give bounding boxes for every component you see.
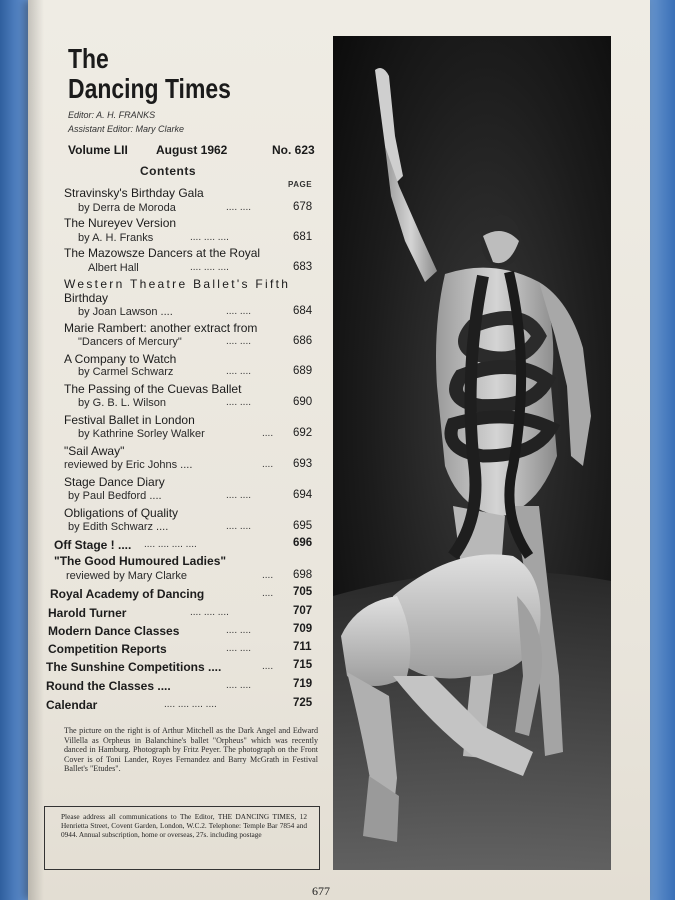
toc-page: 705 <box>293 586 313 598</box>
toc-page: 715 <box>293 659 313 671</box>
toc-page: 725 <box>293 697 313 709</box>
toc-leader: .... <box>262 459 274 470</box>
toc-page: 683 <box>293 261 313 273</box>
toc-title: A Company to Watch <box>64 352 177 366</box>
toc-leader: .... .... <box>226 521 252 532</box>
toc-leader: .... .... <box>226 625 252 636</box>
toc-title: Off Stage ! .... <box>54 538 132 552</box>
toc-title: Marie Rambert: another extract from <box>64 321 258 335</box>
toc-title: Competition Reports <box>48 642 167 656</box>
toc-leader: .... <box>262 570 274 581</box>
toc-title: Round the Classes .... <box>46 679 171 693</box>
toc-page: 692 <box>293 427 313 439</box>
ballet-photograph-drawing <box>333 36 611 870</box>
toc-leader: .... <box>262 661 274 672</box>
assistant-editor-credit: Assistant Editor: Mary Clarke <box>68 124 185 134</box>
toc-title: Obligations of Quality <box>64 506 179 520</box>
page-fold-shadow <box>28 0 44 900</box>
editorial-address: Please address all communications to The Editor, THE DANCING TIMES, 12 Henrietta Street, Covent Garden, London, W.C.2. Telephone: Temple Bar 7854 and 0944. Annual subscription, home or overseas, 27s. including postage <box>61 812 307 839</box>
toc-leader: .... .... .... <box>190 232 229 243</box>
toc-title: Harold Turner <box>48 606 127 620</box>
toc-author: reviewed by Mary Clarke <box>66 570 188 582</box>
masthead-line-2: Dancing Times <box>68 73 231 104</box>
toc-author: by Joan Lawson .... <box>78 306 173 318</box>
toc-leader: .... .... <box>226 680 252 691</box>
toc-title: The Sunshine Competitions .... <box>46 660 222 674</box>
toc-title: Royal Academy of Dancing <box>50 587 205 601</box>
address-box <box>44 806 320 870</box>
toc-title: Stage Dance Diary <box>64 475 165 489</box>
issue-date: August 1962 <box>156 143 228 157</box>
masthead <box>68 44 231 104</box>
ballet-photograph <box>333 36 611 870</box>
toc-title: The Nureyev Version <box>64 216 177 230</box>
toc-author: Albert Hall <box>88 262 139 274</box>
toc-leader: .... .... <box>226 336 252 347</box>
toc-page: 686 <box>293 335 313 347</box>
toc-title: The Mazowsze Dancers at the Royal <box>64 246 261 260</box>
toc-leader: .... .... .... <box>190 607 229 618</box>
toc-author: by Edith Schwarz .... <box>68 521 169 533</box>
toc-page: 690 <box>293 396 313 408</box>
toc-leader: .... .... <box>226 397 252 408</box>
toc-author: by Kathrine Sorley Walker <box>78 428 205 440</box>
toc-leader: .... .... <box>226 643 252 654</box>
toc-author: "Dancers of Mercury" <box>78 336 182 348</box>
toc-page: 707 <box>293 605 313 617</box>
toc-leader: .... .... <box>226 202 252 213</box>
toc-title: Modern Dance Classes <box>48 624 180 638</box>
toc-author: reviewed by Eric Johns .... <box>64 459 193 471</box>
toc-title: Stravinsky's Birthday Gala <box>64 186 204 200</box>
toc-leader: .... .... <box>226 490 252 501</box>
toc-leader: .... .... .... .... <box>144 539 197 550</box>
page-column-heading: PAGE <box>288 180 313 189</box>
toc-page: 698 <box>293 569 313 581</box>
toc-author: by Carmel Schwarz <box>78 366 174 378</box>
toc-leader: .... .... <box>226 366 252 377</box>
issue-number: No. 623 <box>272 143 315 157</box>
toc-page: 709 <box>293 623 313 635</box>
toc-page: 695 <box>293 520 313 532</box>
contents-heading: Contents <box>140 164 196 178</box>
page-number: 677 <box>312 884 330 898</box>
editor-credit: Editor: A. H. FRANKS <box>68 110 156 120</box>
toc-page: 681 <box>293 231 313 243</box>
toc-page: 678 <box>293 201 313 213</box>
toc-page: 711 <box>293 641 312 653</box>
toc-author: by G. B. L. Wilson <box>78 397 167 409</box>
toc-title-continued: Birthday <box>64 291 109 305</box>
toc-leader: .... <box>262 588 274 599</box>
toc-author: by Derra de Moroda <box>78 202 176 214</box>
photo-caption: The picture on the right is of Arthur Mitchell as the Dark Angel and Edward Villella as Orpheus in Balanchine's ballet "Orpheus" which was recently danced in Hamburg. Photograph by Fritz Peyer. The photograph on the Front Cover is of Toni Lander, Royes Fernandez and Barry McGrath in Festival Ballet's "Etudes". <box>64 726 318 774</box>
toc-leader: .... .... .... .... <box>164 699 217 710</box>
toc-page: 696 <box>293 537 313 549</box>
toc-author: by Paul Bedford .... <box>68 490 162 502</box>
toc-title: "The Good Humoured Ladies" <box>54 554 227 568</box>
volume-label: Volume LII <box>68 143 128 157</box>
masthead-line-1: The <box>68 43 109 74</box>
toc-leader: .... .... .... <box>190 262 229 273</box>
toc-title: Western Theatre Ballet's Fifth <box>64 277 291 291</box>
toc-title: The Passing of the Cuevas Ballet <box>64 382 242 396</box>
toc-page: 719 <box>293 678 313 690</box>
toc-author: by A. H. Franks <box>78 232 154 244</box>
toc-title: Calendar <box>46 698 98 712</box>
toc-page: 689 <box>293 365 313 377</box>
toc-page: 694 <box>293 489 313 501</box>
toc-page: 684 <box>293 305 313 317</box>
toc-page: 693 <box>293 458 313 470</box>
toc-title: Festival Ballet in London <box>64 413 195 427</box>
toc-leader: .... <box>262 428 274 439</box>
toc-title: "Sail Away" <box>64 444 125 458</box>
toc-leader: .... .... <box>226 306 252 317</box>
